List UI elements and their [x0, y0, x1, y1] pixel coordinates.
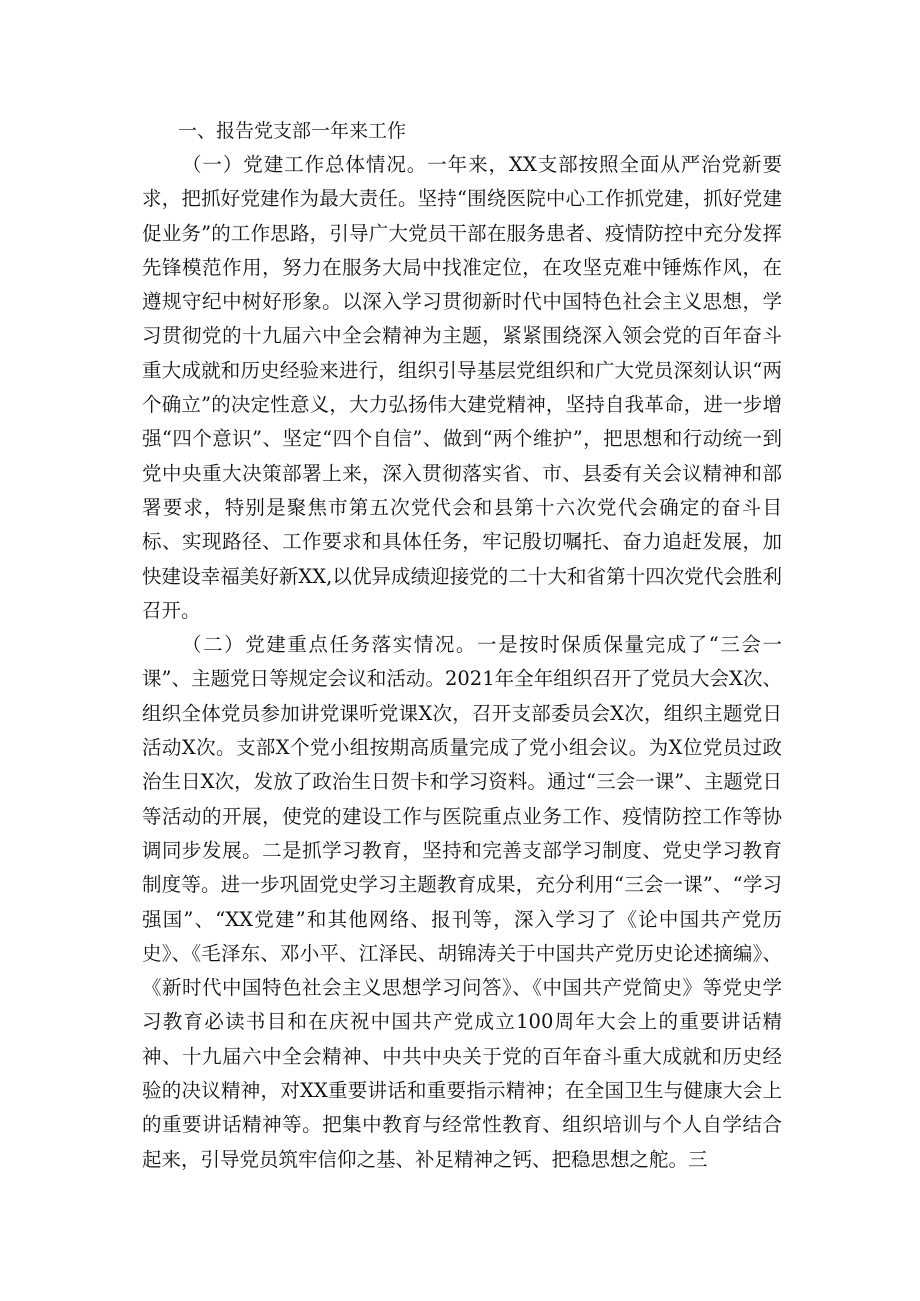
paragraph-key-tasks: （二）党建重点任务落实情况。一是按时保质保量完成了“三会一课”、主题党日等规定会议和活动。2021年全年组织召开了党员大会X次、组织全体党员参加讲党课听党课X次，召开支部委员会X次，组织主题党日活动X次。支部X个党小组按期高质量完成了党小组会议。为X位党员过政治生日X次，发放了政治生日贺卡和学习资料。通过“三会一课”、主题党日等活动的开展，使党的建设工作与医院重点业务工作、疫情防控工作等协调同步发展。二是抓学习教育，坚持和完善支部学习制度、党史学习教育制度等。进一步巩固党史学习主题教育成果，充分利用“三会一课”、“学习强国”、“XX党建”和其他网络、报刊等，深入学习了《论中国共产党历史》、《毛泽东、邓小平、江泽民、胡锦涛关于中国共产党历史论述摘编》、《新时代中国特色社会主义思想学习问答》、《中国共产党简史》等党史学习教育必读书目和在庆祝中国共产党成立100周年大会上的重要讲话精神、十九届六中全会精神、中共中央关于党的百年奋斗重大成就和历史经验的决议精神，对XX重要讲话和重要指示精神；在全国卫生与健康大会上的重要讲话精神等。把集中教育与经常性教育、组织培训与个人自学结合起来，引导党员筑牢信仰之基、补足精神之钙、把稳思想之舵。三 [142, 633, 782, 1171]
paragraph-overall-situation: （一）党建工作总体情况。一年来，XX支部按照全面从严治党新要求，把抓好党建作为最大责任。坚持“围绕医院中心工作抓党建，抓好党建促业务”的工作思路，引导广大党员干部在服务患者、疫情防控中充分发挥先锋模范作用，努力在服务大局中找准定位，在攻坚克难中锤炼作风，在遵规守纪中树好形象。以深入学习贯彻新时代中国特色社会主义思想，学习贯彻党的十九届六中全会精神为主题，紧紧围绕深入领会党的百年奋斗重大成就和历史经验来进行，组织引导基层党组织和广大党员深刻认识“两个确立”的决定性意义，大力弘扬伟大建党精神，坚持自我革命，进一步增强“四个意识”、坚定“四个自信”、做到“两个维护”，把思想和行动统一到党中央重大决策部署上来，深入贯彻落实省、市、县委有关会议精神和部署要求，特别是聚焦市第五次党代会和县第十六次党代会确定的奋斗目标、实现路径、工作要求和具体任务，牢记殷切嘱托、奋力追赶发展，加快建设幸福美好新XX,以优异成绩迎接党的二十大和省第十四次党代会胜利召开。 [142, 153, 782, 622]
document-page [142, 114, 782, 1177]
section-heading: 一、报告党支部一年来工作 [178, 120, 407, 142]
